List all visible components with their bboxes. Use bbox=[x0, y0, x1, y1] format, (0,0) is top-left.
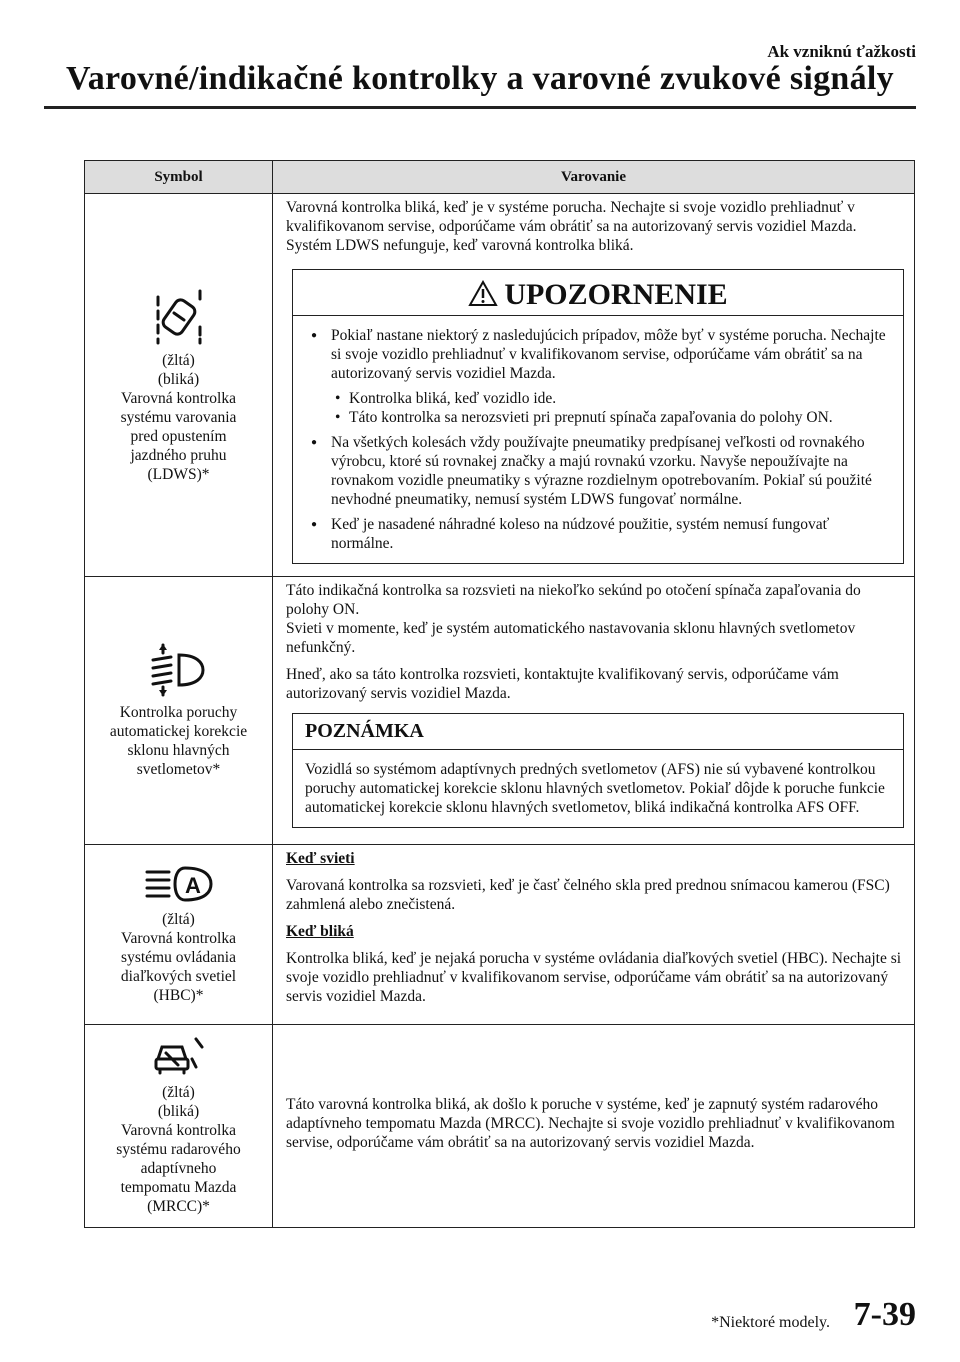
warning-text: Táto varovná kontrolka bliká, ak došlo k poruche v systéme, keď je zapnutý systém radarového adaptívneho tempomatu Mazda (MRCC). Nechajte si svoje vozidlo prehliadnuť v kvalifikovanom servise, odporúčame vám obrátiť sa na autorizovaný servis vozidiel Mazda. bbox=[286, 1095, 895, 1151]
symbol-label-line: automatickej korekcie bbox=[109, 722, 248, 740]
symbol-cell bbox=[85, 194, 273, 577]
caution-bullet: ● Na všetkých kolesách vždy používajte pneumatiky predpísanej veľkosti od rovnakého výrobcu, ktoré sú rovnakej značky a majú rovnakú vzorku. Navyše nepoužívajte na rovnakom vozidle pneumatiky s výrazne rozdielnym opotrebovaním. Pokiaľ sú použité nevhodné pneumatiky, nemusí systém LDWS fungovať normálne. bbox=[305, 433, 891, 509]
caution-body bbox=[293, 316, 903, 563]
note-title: POZNÁMKA bbox=[293, 714, 903, 750]
caution-bullet: ● Keď je nasadené náhradné koleso na núdzové použitie, systém nemusí fungovať normálne. bbox=[305, 515, 891, 553]
warning-text: Táto indikačná kontrolka sa rozsvieti na niekoľko sekúnd po otočení spínača zapaľovania do polohy ON. bbox=[286, 582, 861, 618]
caution-box bbox=[292, 269, 904, 564]
footnote: *Niektoré modely. bbox=[711, 1314, 830, 1331]
symbol-label-line: tempomatu Mazda bbox=[120, 1178, 237, 1196]
warning-cell bbox=[273, 577, 915, 845]
warning-text: Systém LDWS nefunguje, keď varovná kontrolka bliká. bbox=[286, 237, 634, 254]
symbol-label-line: adaptívneho bbox=[140, 1159, 217, 1177]
warning-triangle-icon bbox=[468, 280, 498, 307]
symbol-label-line: Varovná kontrolka bbox=[121, 1121, 236, 1139]
symbol-label-line: (bliká) bbox=[157, 370, 200, 388]
symbol-label-line: systému ovládania bbox=[121, 949, 236, 966]
caution-title-text: UPOZORNENIE bbox=[504, 278, 728, 311]
symbol-label-line: Varovná kontrolka bbox=[121, 930, 236, 947]
symbol-label-line: (LDWS)* bbox=[147, 465, 210, 483]
caution-title bbox=[293, 270, 903, 316]
caution-sub-bullet: • Táto kontrolka sa nerozsvieti pri prepnutí spínača zapaľovania do polohy ON. bbox=[305, 408, 891, 427]
table-row bbox=[85, 845, 915, 1025]
symbol-label-line: (HBC)* bbox=[153, 987, 204, 1004]
symbol-label-line: sklonu hlavných bbox=[127, 741, 230, 759]
symbol-label-line: (bliká) bbox=[157, 1102, 200, 1120]
symbol-label-line: systému varovania bbox=[120, 408, 237, 426]
high-beam-auto-icon bbox=[145, 864, 213, 904]
symbol-label-line: (žltá) bbox=[162, 1083, 195, 1101]
symbol-label-line: pred opustením bbox=[130, 427, 227, 445]
table-header-row bbox=[85, 161, 915, 194]
warning-text: Svieti v momente, keď je systém automatického nastavovania sklonu hlavných svetlometov nefunkčný. bbox=[286, 620, 856, 656]
subheading: Keď svieti bbox=[286, 850, 355, 867]
table-row bbox=[85, 1025, 915, 1228]
symbol-label-line: Kontrolka poruchy bbox=[119, 703, 238, 721]
warning-text: Varovná kontrolka bliká, keď je v systéme porucha. Nechajte si svoje vozidlo prehliadnuť v kvalifikovanom servise, odporúčame vám obrátiť sa na autorizovaný servis vozidiel Mazda. bbox=[286, 199, 857, 235]
caution-bullet: ● Pokiaľ nastane niektorý z nasledujúcich prípadov, môže byť v systéme porucha. Nechajte si svoje vozidlo prehliadnuť v kvalifikovanom servise, odporúčame vám obrátiť sa na autorizovaný servis vozidiel Mazda. bbox=[305, 326, 891, 383]
warning-table bbox=[84, 160, 915, 1228]
page-title: Varovné/indikačné kontrolky a varovné zvukové signály bbox=[66, 60, 894, 97]
note-body: Vozidlá so systémom adaptívnych predných svetlometov (AFS) nie sú vybavené kontrolkou poruchy automatickej korekcie sklonu hlavných svetlometov. Pokiaľ dôjde k poruche funkcie automatickej korekcie sklonu hlavných svetlometov, bliká indikačná kontrolka AFS OFF. bbox=[305, 761, 885, 816]
col-warning-header: Varovanie bbox=[273, 161, 915, 194]
warning-cell bbox=[273, 1025, 915, 1228]
svg-text:A: A bbox=[184, 873, 201, 898]
warning-cell bbox=[273, 845, 915, 1025]
symbol-label-line: (MRCC)* bbox=[147, 1197, 210, 1215]
symbol-label-line: systému radarového bbox=[116, 1140, 241, 1158]
lane-departure-icon bbox=[152, 287, 206, 345]
table-row bbox=[85, 194, 915, 577]
symbol-cell bbox=[85, 1025, 273, 1228]
caution-sub-bullet: • Kontrolka bliká, keď vozidlo ide. bbox=[305, 389, 891, 408]
symbol-label-line: Varovná kontrolka bbox=[121, 389, 236, 407]
symbol-cell bbox=[85, 577, 273, 845]
warning-text: Varovaná kontrolka sa rozsvieti, keď je časť čelného skla pred prednou snímacou kamerou (FSC) zahmlená alebo znečistená. bbox=[286, 877, 890, 913]
symbol-label-line: (žltá) bbox=[162, 351, 195, 369]
title-rule bbox=[44, 106, 916, 109]
col-symbol-header: Symbol bbox=[85, 161, 273, 194]
page-number: 7-39 bbox=[853, 1296, 916, 1333]
subheading: Keď bliká bbox=[286, 923, 354, 940]
warning-cell bbox=[273, 194, 915, 577]
warning-text: Kontrolka bliká, keď je nejaká porucha v systéme ovládania diaľkových svetiel (HBC). Nechajte si svoje vozidlo prehliadnuť v kvalifikovanom servise, odporúčame vám obrátiť sa na autorizovaný servis vozidiel Mazda. bbox=[286, 950, 902, 1005]
headlight-leveling-icon bbox=[149, 643, 209, 697]
table-row bbox=[85, 577, 915, 845]
radar-cruise-icon bbox=[152, 1037, 206, 1077]
symbol-label-line: svetlometov* bbox=[136, 760, 221, 778]
symbol-label-line: (žltá) bbox=[162, 911, 195, 928]
note-box bbox=[292, 713, 904, 828]
symbol-label-line: diaľkových svetiel bbox=[120, 968, 237, 985]
symbol-cell bbox=[85, 845, 273, 1025]
section-name: Ak vzniknú ťažkosti bbox=[767, 42, 916, 61]
warning-text: Hneď, ako sa táto kontrolka rozsvieti, kontaktujte kvalifikovaný servis, odporúčame vám autorizovaný servis vozidiel Mazda. bbox=[286, 666, 839, 702]
symbol-label-line: jazdného pruhu bbox=[130, 446, 227, 464]
